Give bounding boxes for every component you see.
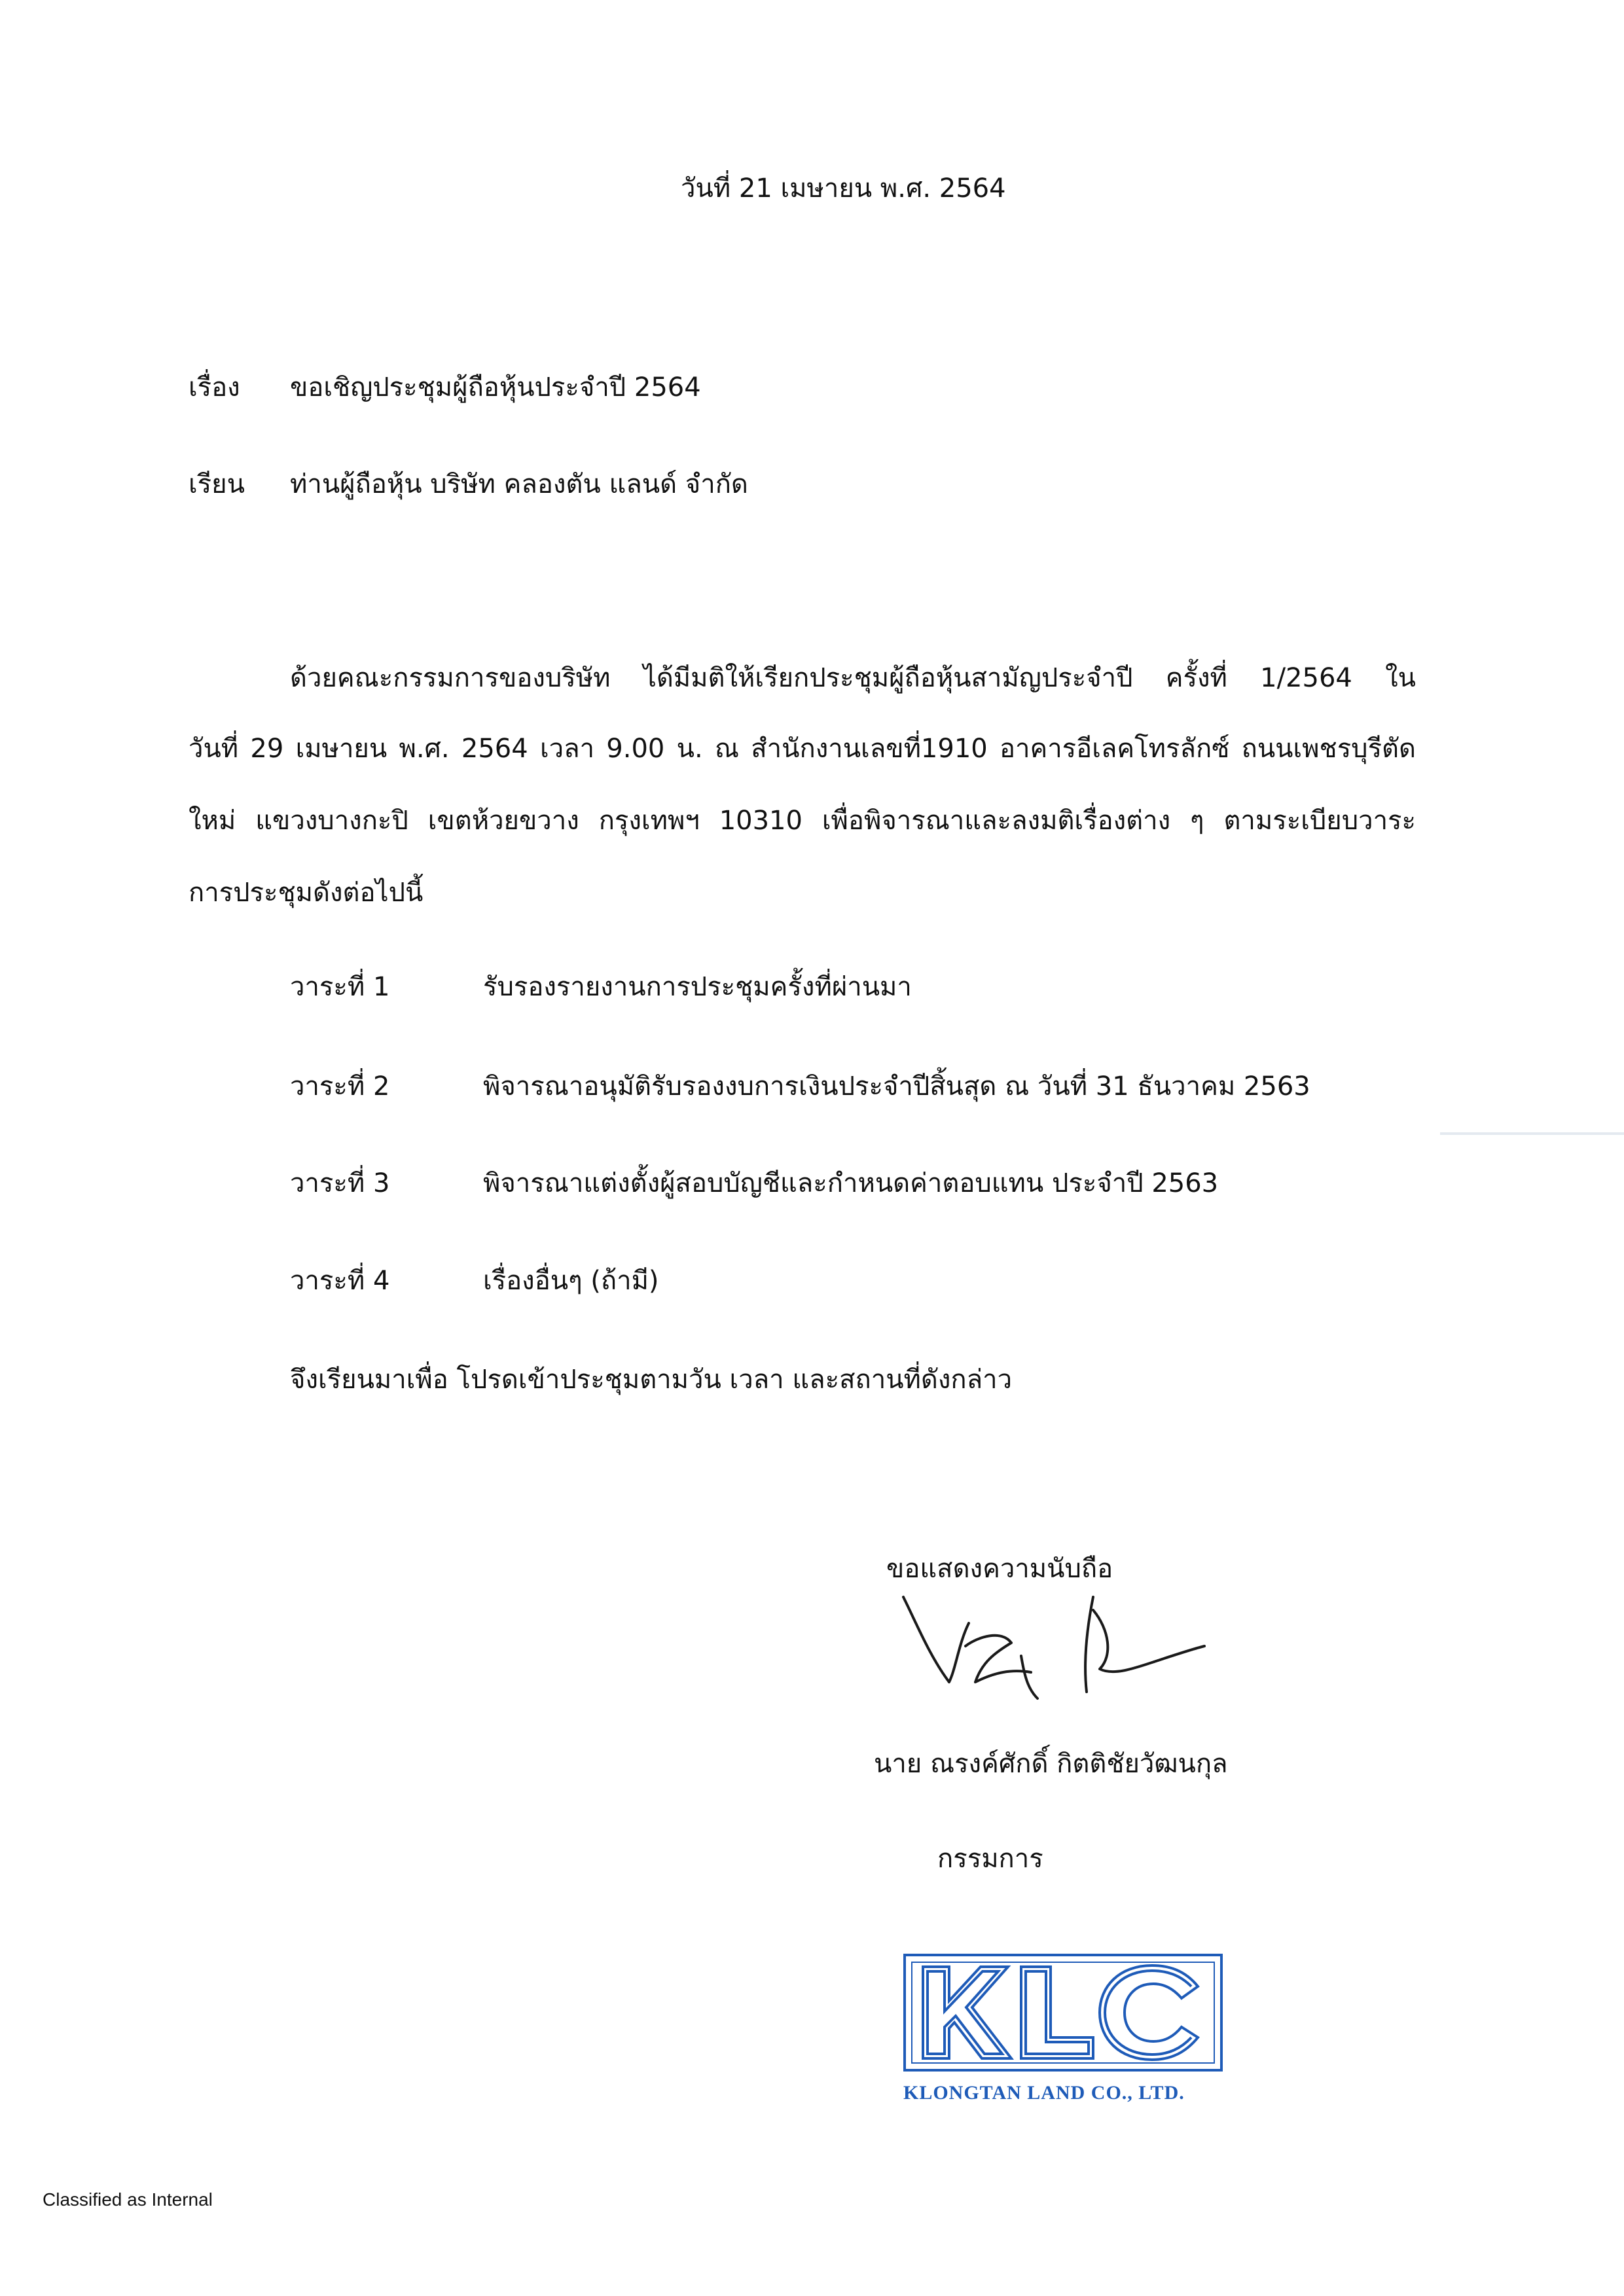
- handwritten-signature: [897, 1584, 1224, 1715]
- body-paragraph-line: ด้วยคณะกรรมการของบริษัท ได้มีมติให้เรียกประชุมผู้ถือหุ้นสามัญประจำปี ครั้งที่ 1/2564 ใน: [290, 663, 1416, 693]
- signer-name: นาย ณรงค์ศักดิ์ กิตติชัยวัฒนกุล: [874, 1749, 1228, 1779]
- company-logo: [903, 1954, 1224, 2111]
- recipient-text: ท่านผู้ถือหุ้น บริษัท คลองตัน แลนด์ จำกัด: [290, 469, 748, 499]
- closing-sentence: จึงเรียนมาเพื่อ โปรดเข้าประชุมตามวัน เวลา และสถานที่ดังกล่าว: [290, 1365, 1013, 1395]
- agenda-number: วาระที่ 3: [290, 1168, 390, 1198]
- regards-line: ขอแสดงความนับถือ: [886, 1554, 1113, 1584]
- agenda-number: วาระที่ 1: [290, 972, 390, 1002]
- agenda-description: รับรองรายงานการประชุมครั้งที่ผ่านมา: [483, 972, 912, 1002]
- scan-artifact: [1440, 1132, 1624, 1135]
- agenda-number: วาระที่ 4: [290, 1266, 390, 1296]
- body-paragraph-line: วันที่ 29 เมษายน พ.ศ. 2564 เวลา 9.00 น. ณ สำนักงานเลขที่1910 อาคารอีเลคโทรลักซ์ ถนนเพชรบุรีตัด: [189, 734, 1416, 764]
- agenda-number: วาระที่ 2: [290, 1071, 390, 1102]
- agenda-description: พิจารณาแต่งตั้งผู้สอบบัญชีและกำหนดค่าตอบแทน ประจำปี 2563: [483, 1168, 1219, 1198]
- subject-label: เรื่อง: [189, 372, 240, 403]
- logo-caption: KLONGTAN LAND CO., LTD.: [903, 2082, 1185, 2104]
- recipient-label: เรียน: [189, 469, 245, 499]
- klc-logo-mark: [903, 1954, 1223, 2072]
- agenda-description: เรื่องอื่นๆ (ถ้ามี): [483, 1266, 659, 1296]
- body-paragraph-line: การประชุมดังต่อไปนี้: [189, 878, 424, 908]
- agenda-description: พิจารณาอนุมัติรับรองงบการเงินประจำปีสิ้นสุด ณ วันที่ 31 ธันวาคม 2563: [483, 1071, 1310, 1102]
- subject-text: ขอเชิญประชุมผู้ถือหุ้นประจำปี 2564: [290, 372, 701, 403]
- signer-title: กรรมการ: [937, 1844, 1043, 1874]
- classification-label: Classified as Internal: [43, 2189, 213, 2210]
- body-paragraph-line: ใหม่ แขวงบางกะปิ เขตห้วยขวาง กรุงเทพฯ 10310 เพื่อพิจารณาและลงมติเรื่องต่าง ๆ ตามระเบียบวาระ: [189, 806, 1416, 836]
- letter-date: วันที่ 21 เมษายน พ.ศ. 2564: [681, 173, 1006, 204]
